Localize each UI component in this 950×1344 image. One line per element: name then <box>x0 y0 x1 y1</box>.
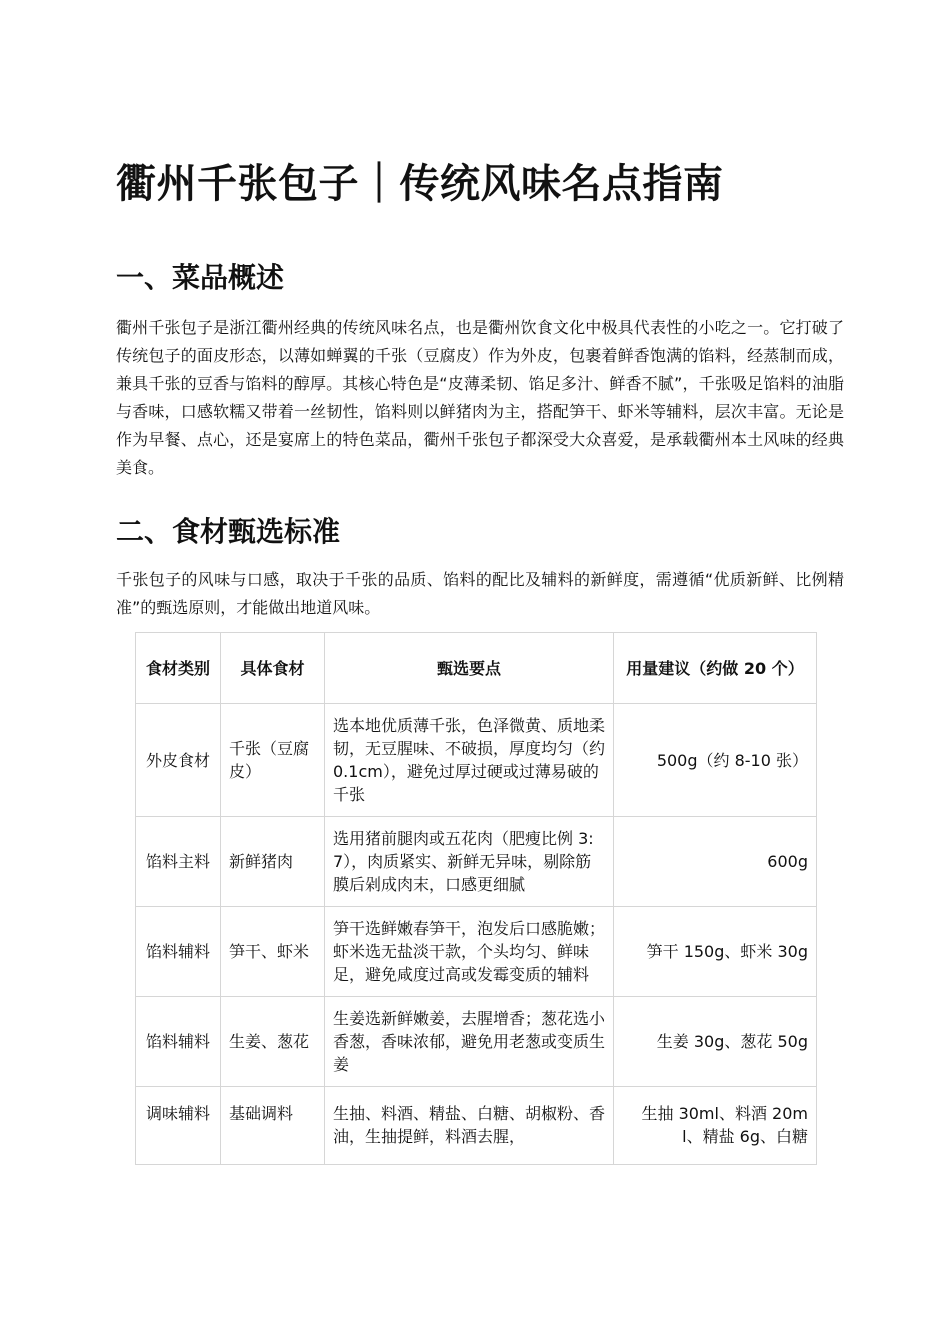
table-row <box>136 817 817 907</box>
cell-amount: 生姜 30g、葱花 50g <box>614 997 817 1087</box>
table-row <box>136 704 817 817</box>
table-row <box>136 997 817 1087</box>
ingredients-table <box>135 632 817 1165</box>
header-name: 具体食材 <box>221 633 325 704</box>
table-row <box>136 1087 817 1165</box>
section-overview-paragraph: 衢州千张包子是浙江衢州经典的传统风味名点，也是衢州饮食文化中极具代表性的小吃之一。它打破了传统包子的面皮形态，以薄如蝉翼的千张（豆腐皮）作为外皮，包裹着鲜香饱满的馅料，经蒸制而成，兼具千张的豆香与馅料的醇厚。其核心特色是“皮薄柔韧、馅足多汁、鲜香不腻”，千张吸足馅料的油脂与香味，口感软糯又带着一丝韧性，馅料则以鲜猪肉为主，搭配笋干、虾米等辅料，层次丰富。无论是作为早餐、点心，还是宴席上的特色菜品，衢州千张包子都深受大众喜爱，是承载衢州本土风味的经典美食。 <box>116 318 844 477</box>
cell-category: 馅料主料 <box>136 817 221 907</box>
cell-amount: 500g（约 8-10 张） <box>614 704 817 817</box>
cell-points: 生姜选新鲜嫩姜，去腥增香；葱花选小香葱，香味浓郁，避免用老葱或变质生姜 <box>325 997 614 1087</box>
header-category: 食材类别 <box>136 633 221 704</box>
cell-category: 馅料辅料 <box>136 907 221 997</box>
cell-category: 外皮食材 <box>136 704 221 817</box>
cell-points: 选用猪前腿肉或五花肉（肥瘦比例 3:7），肉质紧实、新鲜无异味，剔除筋膜后剁成肉末，口感更细腻 <box>325 817 614 907</box>
cell-points: 笋干选鲜嫩春笋干，泡发后口感脆嫩；虾米选无盐淡干款，个头均匀、鲜味足，避免咸度过高或发霉变质的辅料 <box>325 907 614 997</box>
table-row <box>136 907 817 997</box>
cell-amount: 600g <box>614 817 817 907</box>
section-ingredients-heading: 二、食材甄选标准 <box>116 515 341 548</box>
cell-amount: 生抽 30ml、料酒 20ml、精盐 6g、白糖 <box>614 1087 817 1165</box>
cell-points: 生抽、料酒、精盐、白糖、胡椒粉、香油，生抽提鲜，料酒去腥， <box>325 1087 614 1165</box>
cell-category: 馅料辅料 <box>136 997 221 1087</box>
cell-name: 笋干、虾米 <box>221 907 325 997</box>
section-overview-heading: 一、菜品概述 <box>116 261 285 294</box>
page-title: 衢州千张包子｜传统风味名点指南 <box>116 161 724 207</box>
cell-name: 千张（豆腐皮） <box>221 704 325 817</box>
cell-name: 生姜、葱花 <box>221 997 325 1087</box>
table-header-row <box>136 633 817 704</box>
cell-name: 新鲜猪肉 <box>221 817 325 907</box>
cell-points: 选本地优质薄千张，色泽微黄、质地柔韧，无豆腥味、不破损，厚度均匀（约 0.1cm），避免过厚过硬或过薄易破的千张 <box>325 704 614 817</box>
header-amount: 用量建议（约做 20 个） <box>614 633 817 704</box>
header-points: 甄选要点 <box>325 633 614 704</box>
cell-name: 基础调料 <box>221 1087 325 1165</box>
cell-category: 调味辅料 <box>136 1087 221 1165</box>
cell-amount: 笋干 150g、虾米 30g <box>614 907 817 997</box>
section-ingredients-paragraph: 千张包子的风味与口感，取决于千张的品质、馅料的配比及辅料的新鲜度，需遵循“优质新鲜、比例精准”的甄选原则，才能做出地道风味。 <box>116 570 844 617</box>
